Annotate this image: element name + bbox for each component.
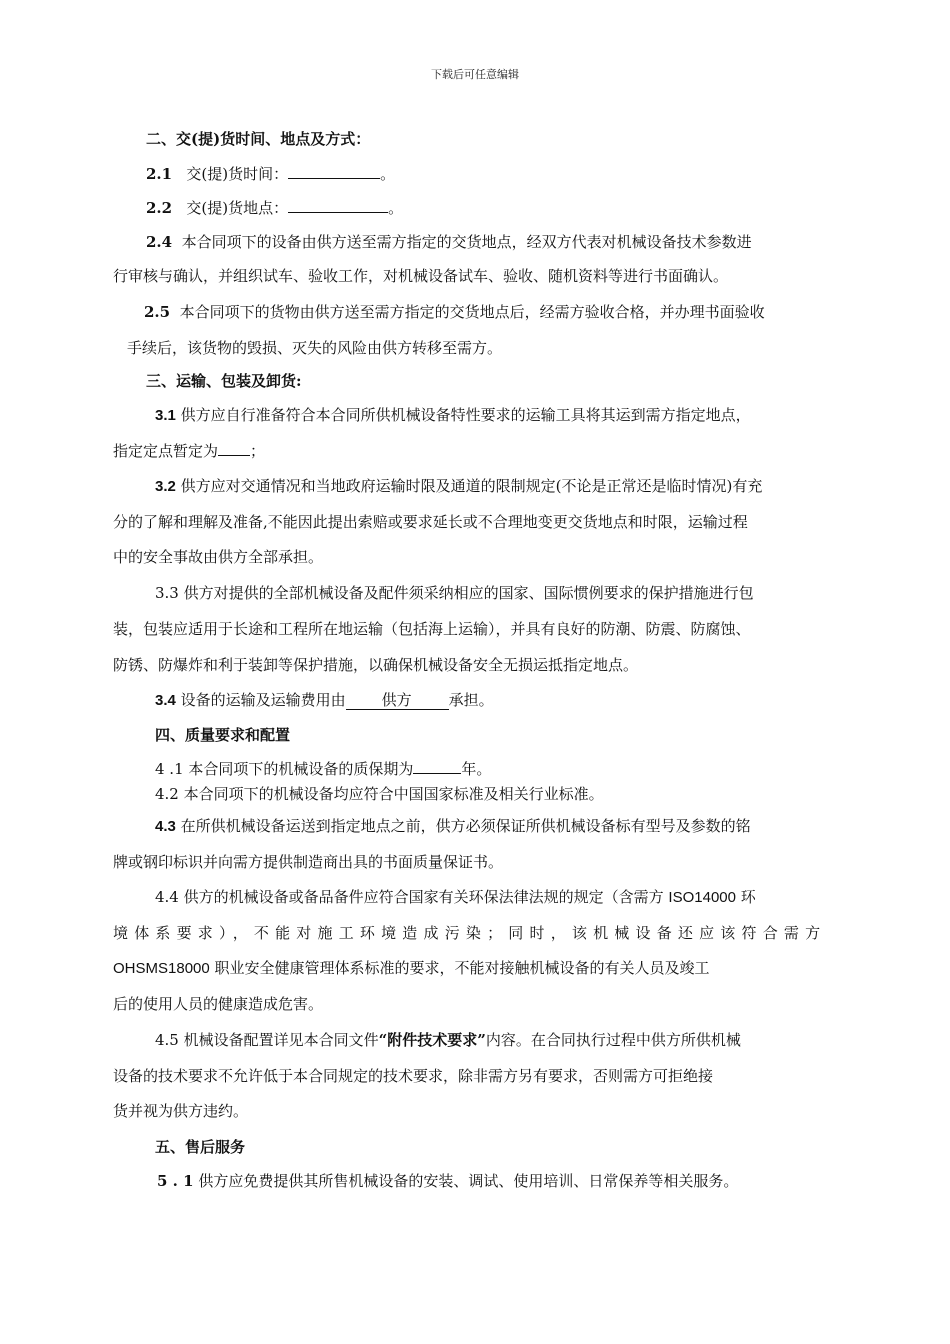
clause-3-2-number: 3.2 xyxy=(155,478,176,495)
clause-2-1-end: 。 xyxy=(380,165,396,183)
annex-tech-requirements: “附件技术要求” xyxy=(378,1031,486,1049)
clause-3-2-line3: 中的安全事故由供方全部承担。 xyxy=(113,548,324,566)
clause-4-4-text-1-end: 环 xyxy=(740,888,756,906)
clause-2-4-number: 2.4 xyxy=(146,233,173,251)
clause-2-5-line2: 手续后，该货物的毁损、灭失的风险由供方转移至需方。 xyxy=(127,339,503,357)
clause-3-1-line1 xyxy=(155,404,751,425)
page-header: 下载后可任意编辑 xyxy=(431,68,519,81)
clause-3-2-text-1: 供方应对交通情况和当地政府运输时限及通道的限制规定(不论是正常还是临时情况)有充 xyxy=(180,477,763,495)
clause-2-2-end: 。 xyxy=(388,199,404,217)
clause-4-1-end: 年。 xyxy=(461,760,492,778)
clause-4-3-number: 4.3 xyxy=(155,818,176,835)
clause-3-4-end: 承担。 xyxy=(448,691,494,709)
clause-2-5-line1 xyxy=(144,301,765,322)
clause-3-1-text-1: 供方应自行准备符合本合同所供机械设备特性要求的运输工具将其运到需方指定地点， xyxy=(180,406,751,424)
clause-2-4-line1 xyxy=(146,231,752,252)
clause-4-4-line2: 境体系要求），不能对施工环境造成污染；同时，该机械设备还应该符合需方 xyxy=(113,924,827,942)
clause-4-4-line1 xyxy=(155,886,756,907)
clause-4-4-line3 xyxy=(113,957,710,978)
clause-2-5-number: 2.5 xyxy=(144,303,171,321)
clause-3-1-text-2: 指定定点暂定为 xyxy=(113,442,219,460)
clause-5-1 xyxy=(157,1170,738,1191)
warranty-years-blank xyxy=(413,759,461,774)
clause-2-2-number: 2.2 xyxy=(146,199,173,217)
section-4-title: 四、质量要求和配置 xyxy=(155,726,291,744)
section-3-title: 三、运输、包装及卸货: xyxy=(146,372,302,390)
clause-3-3-line2: 装，包装应适用于长途和工程所在地运输（包括海上运输），并具有良好的防潮、防震、防腐蚀、 xyxy=(113,620,751,638)
clause-3-4 xyxy=(155,689,494,710)
clause-2-1-text: 交(提)货时间： xyxy=(186,165,289,183)
clause-2-4-line2: 行审核与确认，并组织试车、验收工作，对机械设备试车、验收、随机资料等进行书面确认。 xyxy=(113,267,729,285)
section-5-title: 五、售后服务 xyxy=(155,1138,246,1156)
clause-4-3-line1 xyxy=(155,815,751,836)
delivery-time-blank xyxy=(288,164,380,179)
clause-3-4-number: 3.4 xyxy=(155,692,176,709)
clause-3-2-line2: 分的了解和理解及准备,不能因此提出索赔或要求延长或不合理地变更交货地点和时限，运输过程 xyxy=(113,513,748,531)
clause-5-1-number: 5 . 1 xyxy=(157,1172,194,1190)
clause-3-3-line3: 防锈、防爆炸和利于装卸等保护措施，以确保机械设备安全无损运抵指定地点。 xyxy=(113,656,639,674)
clause-4-5-text-1c: 内容。在合同执行过程中供方所供机械 xyxy=(485,1031,741,1049)
transport-fee-payer: 供方 xyxy=(346,691,449,710)
clause-3-1-number: 3.1 xyxy=(155,407,176,424)
clause-4-4-text-3: 职业安全健康管理体系标准的要求，不能对接触机械设备的有关人员及竣工 xyxy=(214,959,710,977)
iso14000-label: ISO14000 xyxy=(668,889,736,906)
clause-5-1-text: 供方应免费提供其所售机械设备的安装、调试、使用培训、日常保养等相关服务。 xyxy=(198,1172,739,1190)
designated-place-blank xyxy=(218,441,250,456)
clause-2-2-text: 交(提)货地点： xyxy=(186,199,289,217)
clause-2-1 xyxy=(146,163,395,184)
clause-4-5-text-1a: 4.5 机械设备配置详见本合同文件 xyxy=(155,1031,379,1049)
clause-4-3-line2: 牌或钢印标识并向需方提供制造商出具的书面质量保证书。 xyxy=(113,853,504,871)
clause-2-5-text-1: 本合同项下的货物由供方送至需方指定的交货地点后，经需方验收合格，并办理书面验收 xyxy=(179,303,765,321)
clause-3-2-line1 xyxy=(155,475,762,496)
clause-4-5-line3: 货并视为供方违约。 xyxy=(113,1102,249,1120)
clause-2-2 xyxy=(146,197,403,218)
clause-3-1-end: ； xyxy=(250,442,266,460)
clause-2-1-number: 2.1 xyxy=(146,165,173,183)
clause-4-1 xyxy=(155,758,491,779)
clause-4-5-line1 xyxy=(155,1029,741,1050)
clause-4-4-text-1: 4.4 供方的机械设备或备品备件应符合国家有关环保法律法规的规定（含需方 xyxy=(155,888,664,906)
clause-4-5-line2: 设备的技术要求不允许低于本合同规定的技术要求，除非需方另有要求，否则需方可拒绝接 xyxy=(113,1067,714,1085)
clause-3-3-line1: 3.3 供方对提供的全部机械设备及配件须采纳相应的国家、国际惯例要求的保护措施进行包 xyxy=(155,584,754,602)
clause-3-1-line2 xyxy=(113,440,265,461)
ohsms18000-label: OHSMS18000 xyxy=(113,960,210,977)
clause-4-1-text: 4 .1 本合同项下的机械设备的质保期为 xyxy=(155,760,414,778)
clause-2-4-text-1: 本合同项下的设备由供方送至需方指定的交货地点，经双方代表对机械设备技术参数进 xyxy=(181,233,752,251)
clause-4-3-text-1: 在所供机械设备运送到指定地点之前，供方必须保证所供机械设备标有型号及参数的铭 xyxy=(180,817,751,835)
clause-3-4-text: 设备的运输及运输费用由 xyxy=(180,691,346,709)
clause-4-2: 4.2 本合同项下的机械设备均应符合中国国家标准及相关行业标准。 xyxy=(155,785,604,803)
clause-4-4-line4: 后的使用人员的健康造成危害。 xyxy=(113,995,324,1013)
delivery-place-blank xyxy=(288,198,388,213)
section-2-title: 二、交(提)货时间、地点及方式： xyxy=(146,130,371,148)
